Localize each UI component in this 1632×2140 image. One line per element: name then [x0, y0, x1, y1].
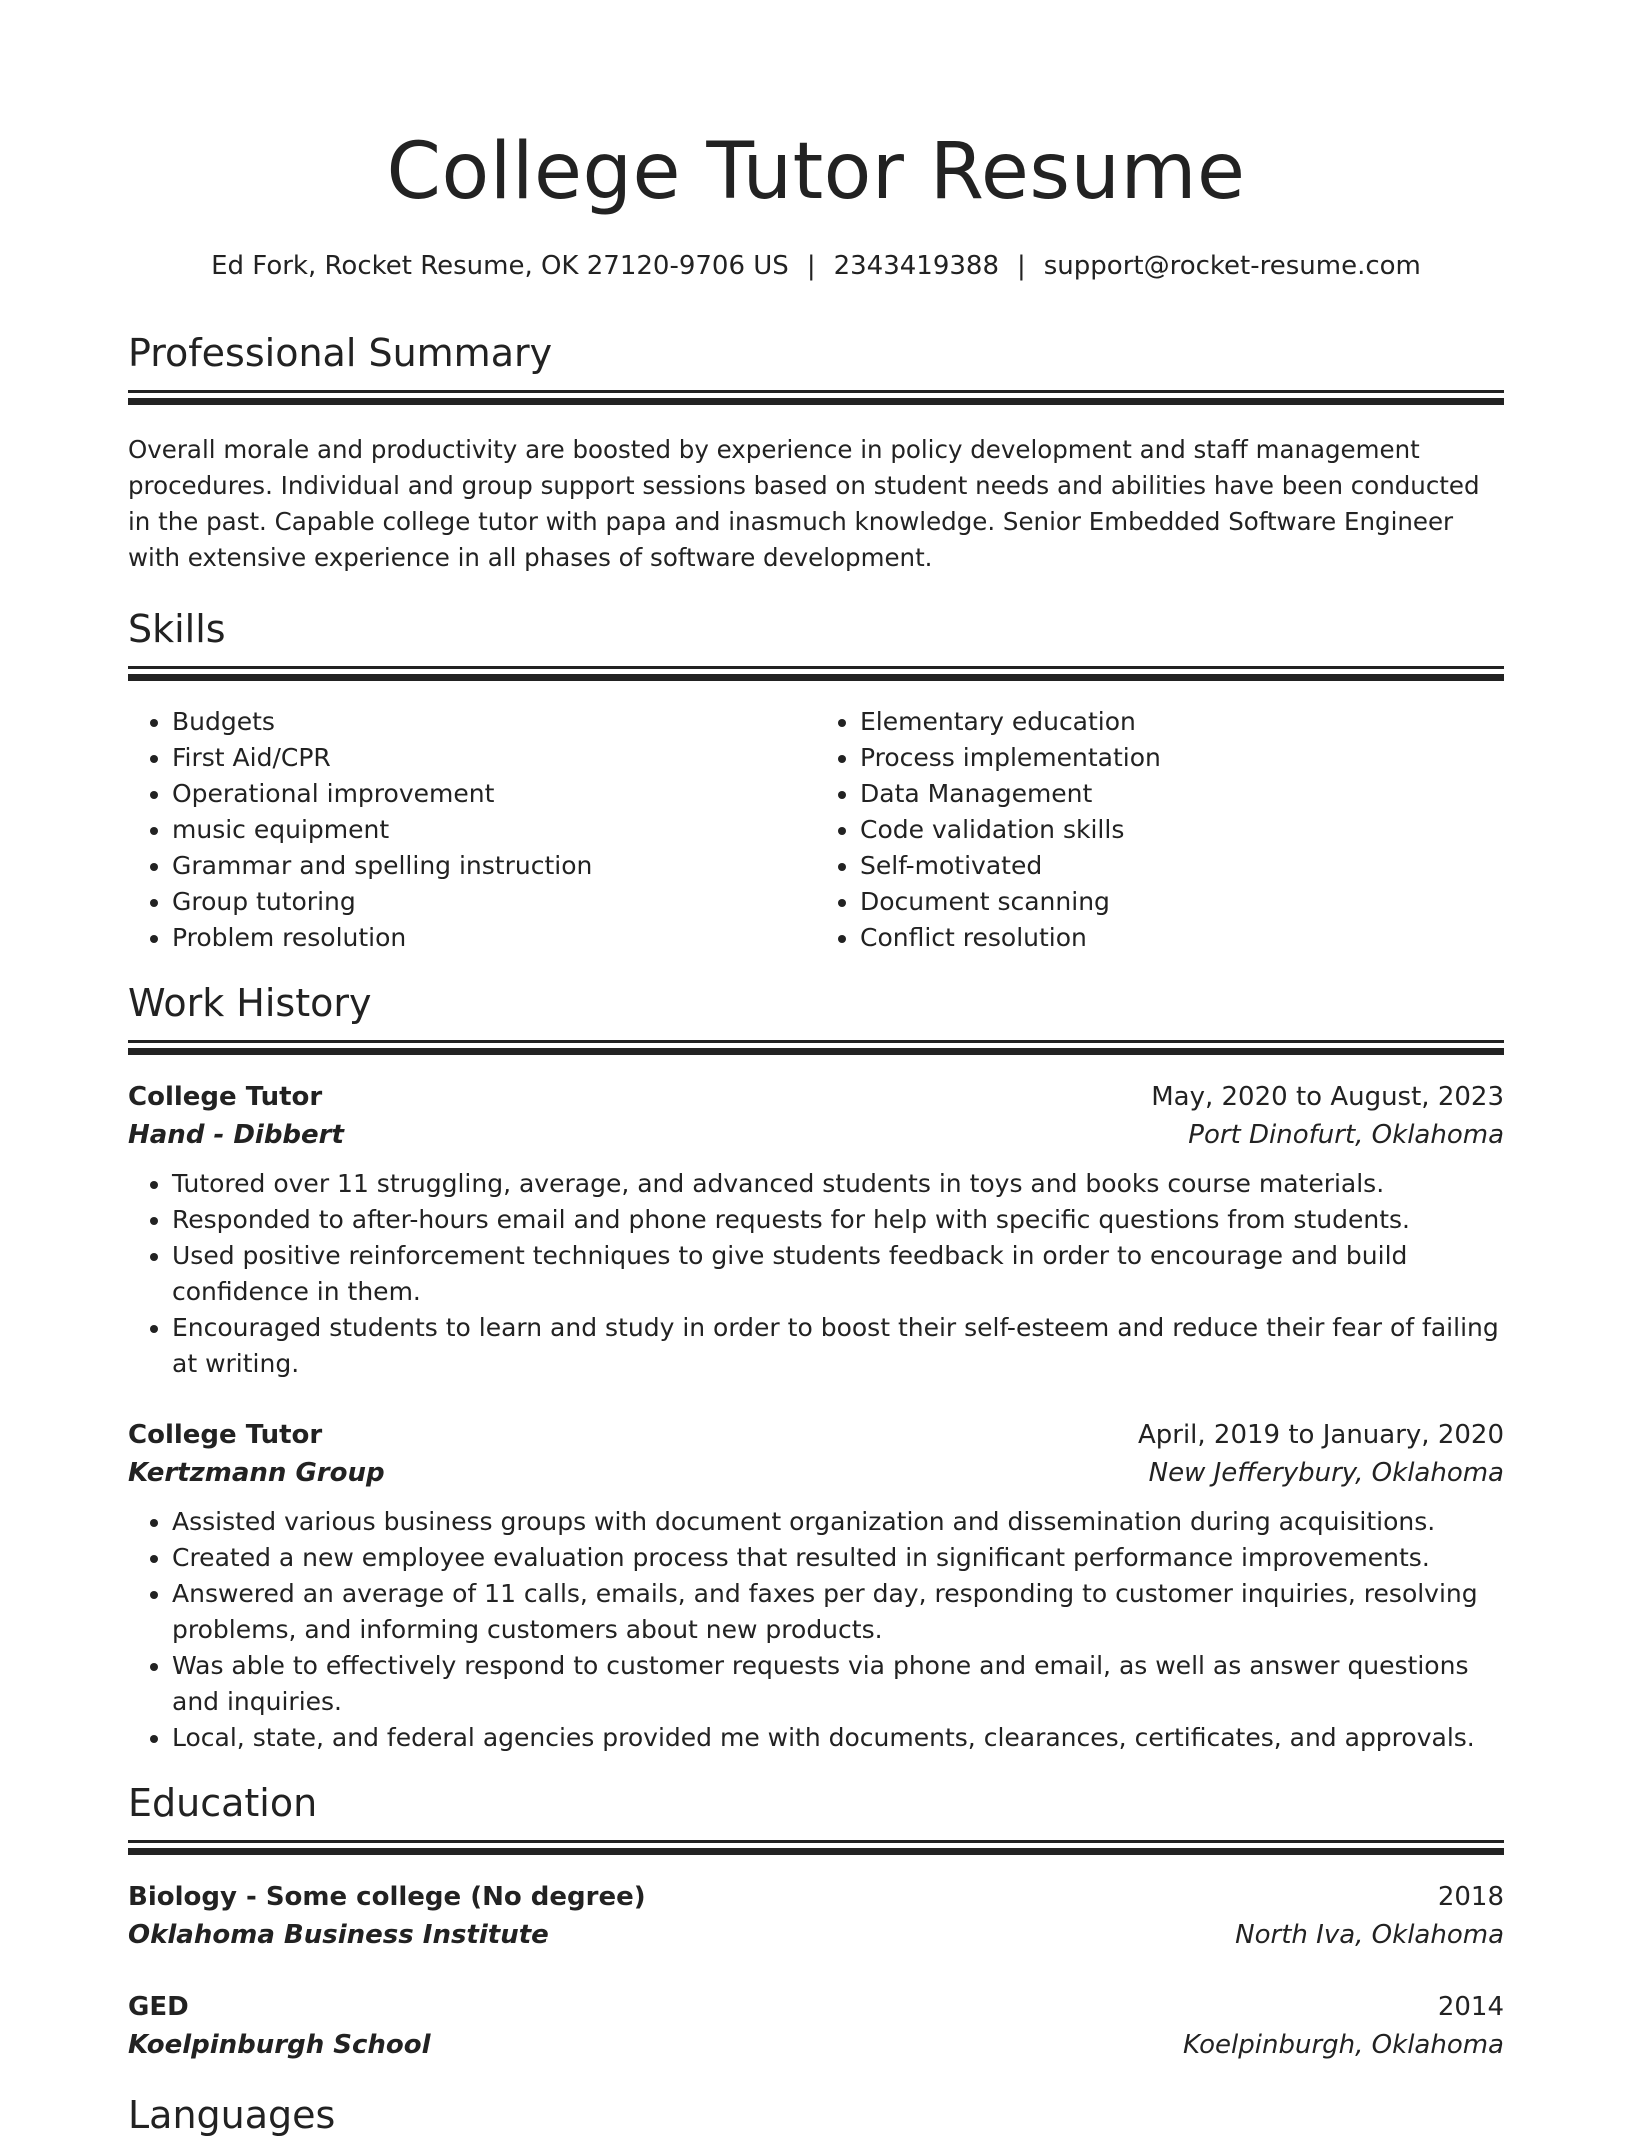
education-school: Koelpinburgh School	[128, 2030, 431, 2060]
education-subheader	[128, 2026, 1504, 2064]
skill-item: • Grammar and spelling instruction	[172, 848, 816, 884]
job-bullet: • Assisted various business groups with document organization and dissemination during acquisitions.	[172, 1504, 1504, 1540]
skills-list	[128, 704, 1504, 956]
education-entry	[128, 1878, 1504, 1954]
skill-item: • Problem resolution	[172, 920, 816, 956]
education-location: North Iva, Oklahoma	[1235, 1920, 1504, 1950]
job-company: Hand - Dibbert	[128, 1120, 344, 1150]
job-bullet: • Local, state, and federal agencies provided me with documents, clearances, certificates, and approvals.	[172, 1720, 1504, 1756]
summary-heading: Professional Summary	[128, 331, 553, 375]
job-bullets	[128, 1166, 1504, 1382]
section-divider	[128, 390, 1504, 412]
skill-item: • Self-motivated	[860, 848, 1504, 884]
education-header	[128, 1878, 1504, 1916]
contact-separator: |	[1017, 251, 1026, 281]
job-bullet: • Created a new employee evaluation process that resulted in significant performance improvements.	[172, 1540, 1504, 1576]
summary-text: Overall morale and productivity are boosted by experience in policy development and staff management procedures. Individual and group support sessions based on student needs and abilities have been conducted in the past. Capable college tutor with papa and inasmuch knowledge. Senior Embedded Software Engineer with extensive experience in all phases of software development.	[128, 435, 1480, 572]
skills-column-right	[816, 704, 1504, 956]
contact-line	[128, 248, 1504, 284]
job-bullet: • Answered an average of 11 calls, emails, and faxes per day, responding to customer inquiries, resolving problems, and informing customers about new products.	[172, 1576, 1504, 1648]
job-dates: May, 2020 to August, 2023	[1151, 1082, 1504, 1112]
skill-item: • Group tutoring	[172, 884, 816, 920]
section-divider	[128, 666, 1504, 688]
job-subheader	[128, 1116, 1504, 1154]
skill-item: • Operational improvement	[172, 776, 816, 812]
job-entry	[128, 1078, 1504, 1382]
skill-item: • Document scanning	[860, 884, 1504, 920]
job-location: New Jefferybury, Oklahoma	[1148, 1458, 1504, 1488]
skills-column-left	[128, 704, 816, 956]
languages-section	[128, 2090, 1504, 2140]
education-degree: GED	[128, 1992, 189, 2022]
resume-title: College Tutor Resume	[386, 127, 1246, 217]
skill-item: • Code validation skills	[860, 812, 1504, 848]
skill-item: • First Aid/CPR	[172, 740, 816, 776]
education-section	[128, 1778, 1504, 2064]
summary-section	[128, 328, 1504, 576]
skill-item: • Budgets	[172, 704, 816, 740]
skill-item: • Elementary education	[860, 704, 1504, 740]
contact-separator: |	[806, 251, 816, 281]
education-year: 2014	[1437, 1992, 1504, 2022]
skill-item: • Process implementation	[860, 740, 1504, 776]
job-title: College Tutor	[128, 1082, 323, 1112]
job-dates: April, 2019 to January, 2020	[1137, 1420, 1504, 1450]
contact-phone: 2343419388	[833, 251, 999, 281]
education-year: 2018	[1437, 1882, 1504, 1912]
education-location: Koelpinburgh, Oklahoma	[1183, 2030, 1504, 2060]
job-location: Port Dinofurt, Oklahoma	[1188, 1120, 1504, 1150]
skill-item: • music equipment	[172, 812, 816, 848]
contact-email: support@rocket-resume.com	[1043, 251, 1421, 281]
job-bullets	[128, 1504, 1504, 1756]
skills-section	[128, 604, 1504, 956]
education-subheader	[128, 1916, 1504, 1954]
work-history-section	[128, 978, 1504, 1756]
education-header	[128, 1988, 1504, 2026]
job-company: Kertzmann Group	[128, 1458, 385, 1488]
job-bullet: • Tutored over 11 struggling, average, and advanced students in toys and books course materials.	[172, 1166, 1504, 1202]
skills-heading: Skills	[128, 607, 226, 651]
job-entry	[128, 1416, 1504, 1756]
job-bullet: • Was able to effectively respond to customer requests via phone and email, as well as answer questions and inquiries.	[172, 1648, 1504, 1720]
skill-item: • Data Management	[860, 776, 1504, 812]
job-title: College Tutor	[128, 1420, 323, 1450]
education-entry	[128, 1988, 1504, 2064]
job-subheader	[128, 1454, 1504, 1492]
education-degree: Biology - Some college (No degree)	[128, 1882, 646, 1912]
section-divider	[128, 1040, 1504, 1062]
job-bullet: • Encouraged students to learn and study in order to boost their self-esteem and reduce their fear of failing at writing.	[172, 1310, 1504, 1382]
languages-heading: Languages	[128, 2093, 336, 2137]
job-header	[128, 1416, 1504, 1454]
education-heading: Education	[128, 1781, 318, 1825]
contact-address: Ed Fork, Rocket Resume, OK 27120-9706 US	[211, 251, 789, 281]
job-header	[128, 1078, 1504, 1116]
job-bullet: • Used positive reinforcement techniques to give students feedback in order to encourage and build confidence in them.	[172, 1238, 1504, 1310]
section-divider	[128, 1840, 1504, 1862]
work-history-heading: Work History	[128, 981, 372, 1025]
job-bullet: • Responded to after-hours email and phone requests for help with specific questions from students.	[172, 1202, 1504, 1238]
education-school: Oklahoma Business Institute	[128, 1920, 549, 1950]
skill-item: • Conflict resolution	[860, 920, 1504, 956]
